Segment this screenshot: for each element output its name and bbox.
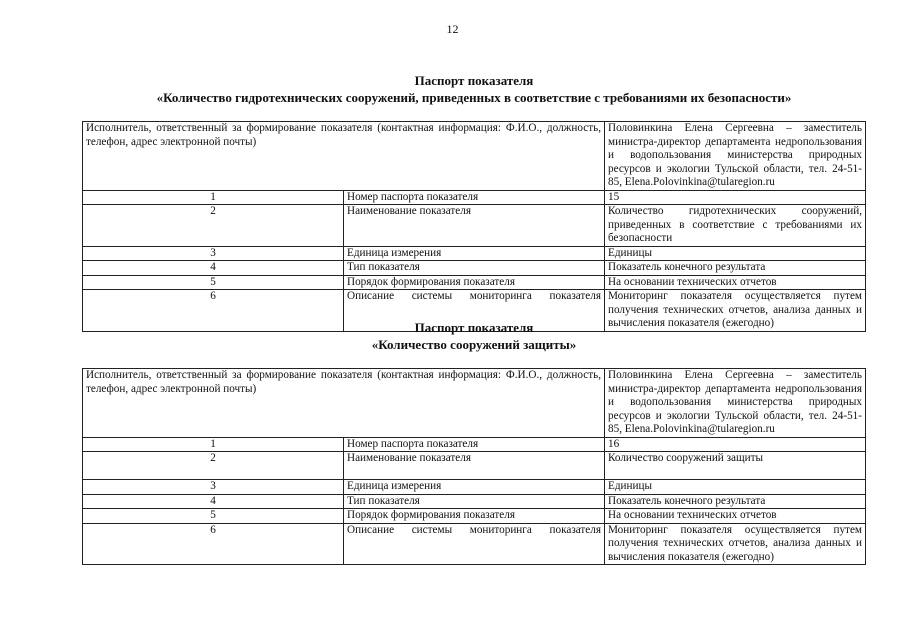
row-value: Единицы: [605, 246, 866, 261]
row-number: 4: [83, 494, 344, 509]
table-row: [83, 452, 866, 480]
table-row: [83, 275, 866, 290]
row-number: 5: [83, 509, 344, 524]
row-number: 3: [83, 480, 344, 495]
passport-table: [82, 121, 866, 332]
table-row: [83, 261, 866, 276]
row-value: На основании технических отчетов: [605, 509, 866, 524]
executor-value: Половинкина Елена Сергеевна – заместитель министра-директор департамента недропользования и водопользования министерства природных ресурсов и экологии Тульской области, тел. 24-51-85, Elena.Polovinkina@tularegion.ru: [605, 369, 866, 438]
row-number: 2: [83, 452, 344, 480]
row-value: Количество сооружений защиты: [605, 452, 866, 480]
row-label: Порядок формирования показателя: [344, 509, 605, 524]
row-value: Показатель конечного результата: [605, 494, 866, 509]
table-row: [83, 190, 866, 205]
row-label: Номер паспорта показателя: [344, 190, 605, 205]
row-label: Порядок формирования показателя: [344, 275, 605, 290]
row-number: 2: [83, 205, 344, 247]
passport-title: «Количество сооружений защиты»: [371, 337, 577, 352]
row-number: 1: [83, 190, 344, 205]
table-row: [83, 205, 866, 247]
page-number: 12: [446, 22, 459, 36]
row-value: Количество гидротехнических сооружений, приведенных в соответствие с требованиями их безопасности: [605, 205, 866, 247]
row-value: 15: [605, 190, 866, 205]
executor-row: [83, 369, 866, 438]
table-row: [83, 509, 866, 524]
row-label: Описание системы мониторинга показателя: [344, 290, 605, 332]
table-row: [83, 523, 866, 565]
row-label: Единица измерения: [344, 480, 605, 495]
row-number: 4: [83, 261, 344, 276]
passport-title: «Количество гидротехнических сооружений, приведенных в соответствие с требованиями их безопасности»: [156, 90, 792, 105]
row-label: Единица измерения: [344, 246, 605, 261]
row-label: Номер паспорта показателя: [344, 437, 605, 452]
executor-row: [83, 122, 866, 191]
row-value: Мониторинг показателя осуществляется путем получения технических отчетов, анализа данных и вычисления показателя (ежегодно): [605, 290, 866, 332]
executor-label: Исполнитель, ответственный за формирование показателя (контактная информация: Ф.И.О., должность, телефон, адрес электронной почты): [83, 122, 605, 191]
row-value: Показатель конечного результата: [605, 261, 866, 276]
row-label: Наименование показателя: [344, 452, 605, 480]
row-number: 6: [83, 290, 344, 332]
row-label: Наименование показателя: [344, 205, 605, 247]
row-label: Описание системы мониторинга показателя: [344, 523, 605, 565]
table-row: [83, 246, 866, 261]
row-value: Мониторинг показателя осуществляется путем получения технических отчетов, анализа данных и вычисления показателя (ежегодно): [605, 523, 866, 565]
table-row: [83, 494, 866, 509]
passport-heading: Паспорт показателя: [414, 73, 534, 88]
executor-label: Исполнитель, ответственный за формирование показателя (контактная информация: Ф.И.О., должность, телефон, адрес электронной почты): [83, 369, 605, 438]
passport-heading: Паспорт показателя: [414, 320, 534, 335]
table-row: [83, 480, 866, 495]
row-value: Единицы: [605, 480, 866, 495]
row-value: На основании технических отчетов: [605, 275, 866, 290]
row-value: 16: [605, 437, 866, 452]
table-row: [83, 437, 866, 452]
passport-section-2: [82, 319, 866, 565]
row-number: 1: [83, 437, 344, 452]
passport-table: [82, 368, 866, 565]
executor-value: Половинкина Елена Сергеевна – заместитель министра-директор департамента недропользования и водопользования министерства природных ресурсов и экологии Тульской области, тел. 24-51-85, Elena.Polovinkina@tularegion.ru: [605, 122, 866, 191]
row-label: Тип показателя: [344, 494, 605, 509]
passport-section-1: [82, 72, 866, 332]
row-number: 5: [83, 275, 344, 290]
row-label: Тип показателя: [344, 261, 605, 276]
row-number: 6: [83, 523, 344, 565]
row-number: 3: [83, 246, 344, 261]
